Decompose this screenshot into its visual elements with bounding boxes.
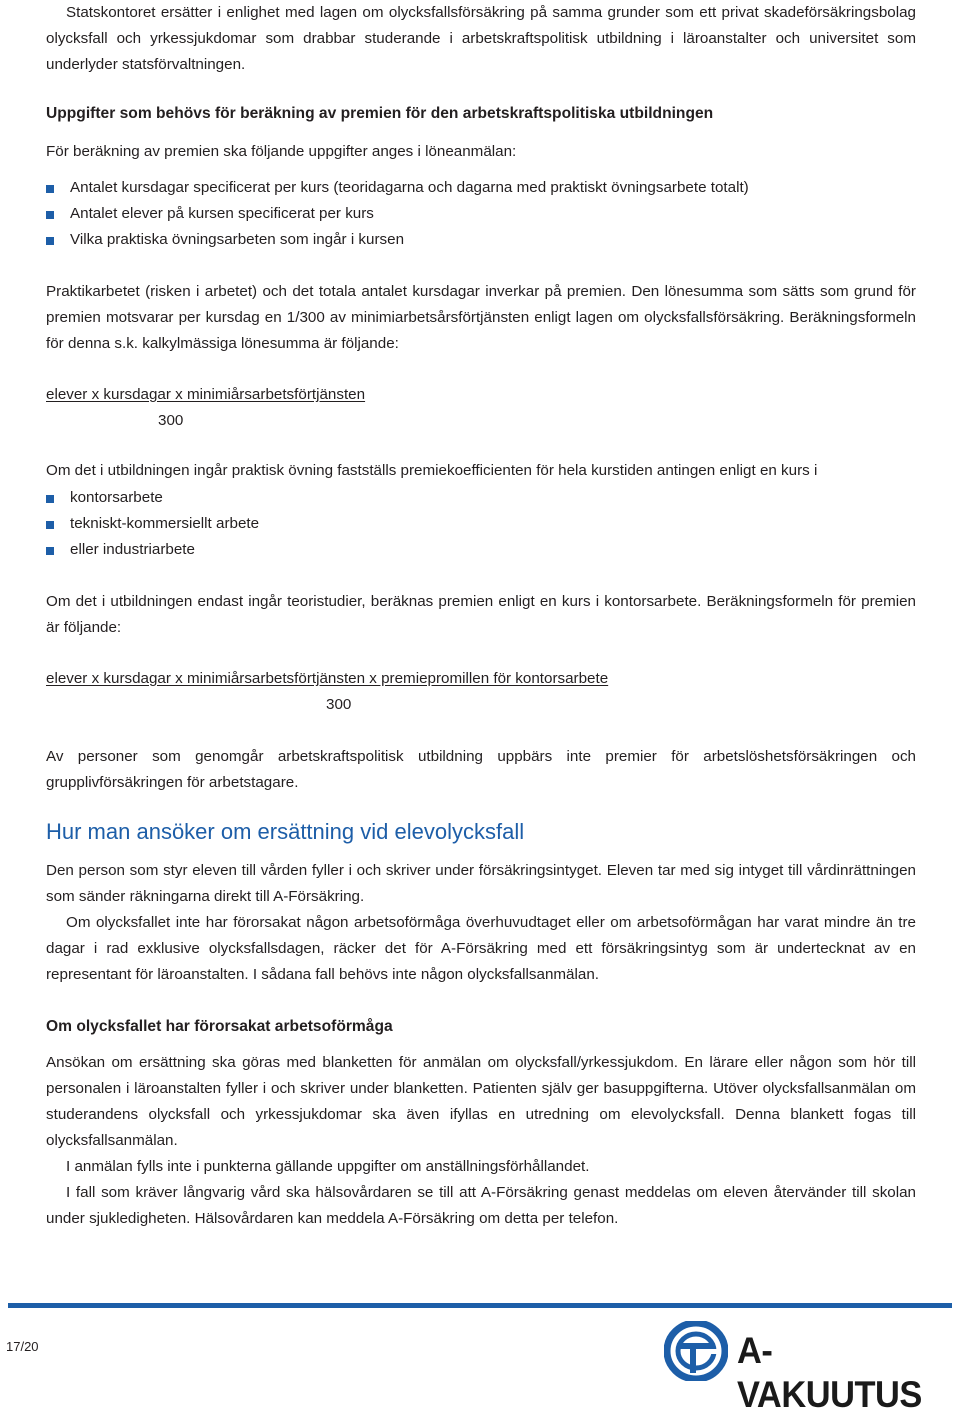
formula-2-divisor: 300 bbox=[326, 696, 352, 713]
list-item: Antalet kursdagar specificerat per kurs (teoridagarna och dagarna med praktiskt övningsarbete totalt) bbox=[46, 175, 916, 201]
apply-paragraph-2: Om olycksfallet inte har förorsakat någon arbetsoförmåga överhuvudtaget eller om arbetsoförmågan har varat mindre än tre dagar i rad exklusive olycksfallsdagen, räcker det för A-Försäkring med ett försäkringsintyg som är undertecknat av en representant för läroanstalten. I sådana fall behövs inte någon olycksfallsanmälan. bbox=[46, 914, 916, 983]
logo-wordmark: A-VAKUUTUS bbox=[737, 1330, 922, 1415]
page-number: 17/20 bbox=[6, 1339, 39, 1354]
formula-2 bbox=[46, 666, 916, 692]
formula-1 bbox=[46, 382, 916, 408]
list-item: Vilka praktiska övningsarbeten som ingår i kursen bbox=[46, 227, 916, 253]
list-item: kontorsarbete bbox=[46, 485, 916, 511]
intro-paragraph: Statskontoret ersätter i enlighet med lagen om olycksfallsförsäkring på samma grunder som ett privat skadeförsäkringsbolag olycksfall och yrkessjukdomar som drabbar studerande i arbetskraftspolitisk utbildning i läroanstalter och universitet som underlyder statsförvaltningen. bbox=[46, 4, 916, 73]
list-item: eller industriarbete bbox=[46, 537, 916, 563]
square-bullet-icon bbox=[46, 547, 54, 555]
square-bullet-icon bbox=[46, 521, 54, 529]
formula-2-numerator: elever x kursdagar x minimiårsarbetsförtjänsten x premiepromillen för kontorsarbete bbox=[46, 670, 609, 687]
list-item: tekniskt-kommersiellt arbete bbox=[46, 511, 916, 537]
formula-1-divisor: 300 bbox=[158, 412, 184, 429]
course-type-list bbox=[46, 485, 916, 563]
section-heading-incapacity: Om olycksfallet har förorsakat arbetsoförmåga bbox=[46, 1018, 393, 1035]
theory-paragraph: Om det i utbildningen endast ingår teoristudier, beräknas premien enligt en kurs i kontorsarbete. Beräkningsformeln för premien är följande: bbox=[46, 593, 916, 636]
premium-data-list bbox=[46, 175, 916, 253]
a-vakuutus-logo bbox=[664, 1321, 944, 1415]
square-bullet-icon bbox=[46, 185, 54, 193]
a-vakuutus-emblem-icon bbox=[664, 1321, 728, 1381]
square-bullet-icon bbox=[46, 495, 54, 503]
premium-explanation-paragraph: Praktikarbetet (risken i arbetet) och det totala antalet kursdagar inverkar på premien. Den lönesumma som sätts som grund för premien motsvarar per kursdag en 1/300 av minimiarbetsårsförtjänsten enligt lagen om olycksfallsförsäkring. Beräkningsformeln för denna s.k. kalkylmässiga lönesumma är följande: bbox=[46, 283, 916, 352]
formula-1-numerator: elever x kursdagar x minimiårsarbetsförtjänsten bbox=[46, 386, 366, 403]
premium-lead-text: För beräkning av premien ska följande uppgifter anges i löneanmälan: bbox=[46, 143, 517, 160]
footer-divider bbox=[8, 1303, 952, 1308]
incapacity-paragraph-3: I fall som kräver långvarig vård ska hälsovårdaren se till att A-Försäkring genast meddelas om eleven återvänder till skolan under sjukledigheten. Hälsovårdaren kan meddela A-Försäkring om detta per telefon. bbox=[46, 1184, 916, 1227]
square-bullet-icon bbox=[46, 237, 54, 245]
incapacity-paragraph-2: I anmälan fylls inte i punkterna gällande uppgifter om anställningsförhållandet. bbox=[66, 1158, 590, 1175]
practice-paragraph: Om det i utbildningen ingår praktisk övning fastställs premiekoefficienten för hela kurstiden antingen enligt en kurs i bbox=[46, 462, 818, 479]
unemployment-paragraph: Av personer som genomgår arbetskraftspolitisk utbildning uppbärs inte premier för arbetslöshetsförsäkringen och grupplivförsäkringen för arbetstagare. bbox=[46, 748, 916, 791]
apply-paragraph-1: Den person som styr eleven till vården fyller i och skriver under försäkringsintyget. Eleven tar med sig intyget till vårdinrättningen som sänder räkningarna direkt till A-Försäkring. bbox=[46, 862, 916, 905]
section-heading-apply: Hur man ansöker om ersättning vid elevolycksfall bbox=[46, 819, 525, 844]
square-bullet-icon bbox=[46, 211, 54, 219]
incapacity-paragraph-1: Ansökan om ersättning ska göras med blanketten för anmälan om olycksfall/yrkessjukdom. En lärare eller någon som hör till personalen i läroanstalten fyller i och skriver under blanketten. Patienten själv ger basuppgifterna. Utöver olycksfallsanmälan om studerandens olycksfall och yrkessjukdomar ska även ifyllas en utredning om elevolycksfall. Denna blankett fogas till olycksfallsanmälan. bbox=[46, 1054, 916, 1149]
list-item: Antalet elever på kursen specificerat per kurs bbox=[46, 201, 916, 227]
section-heading-premium-data: Uppgifter som behövs för beräkning av premien för den arbetskraftspolitiska utbildningen bbox=[46, 105, 714, 122]
